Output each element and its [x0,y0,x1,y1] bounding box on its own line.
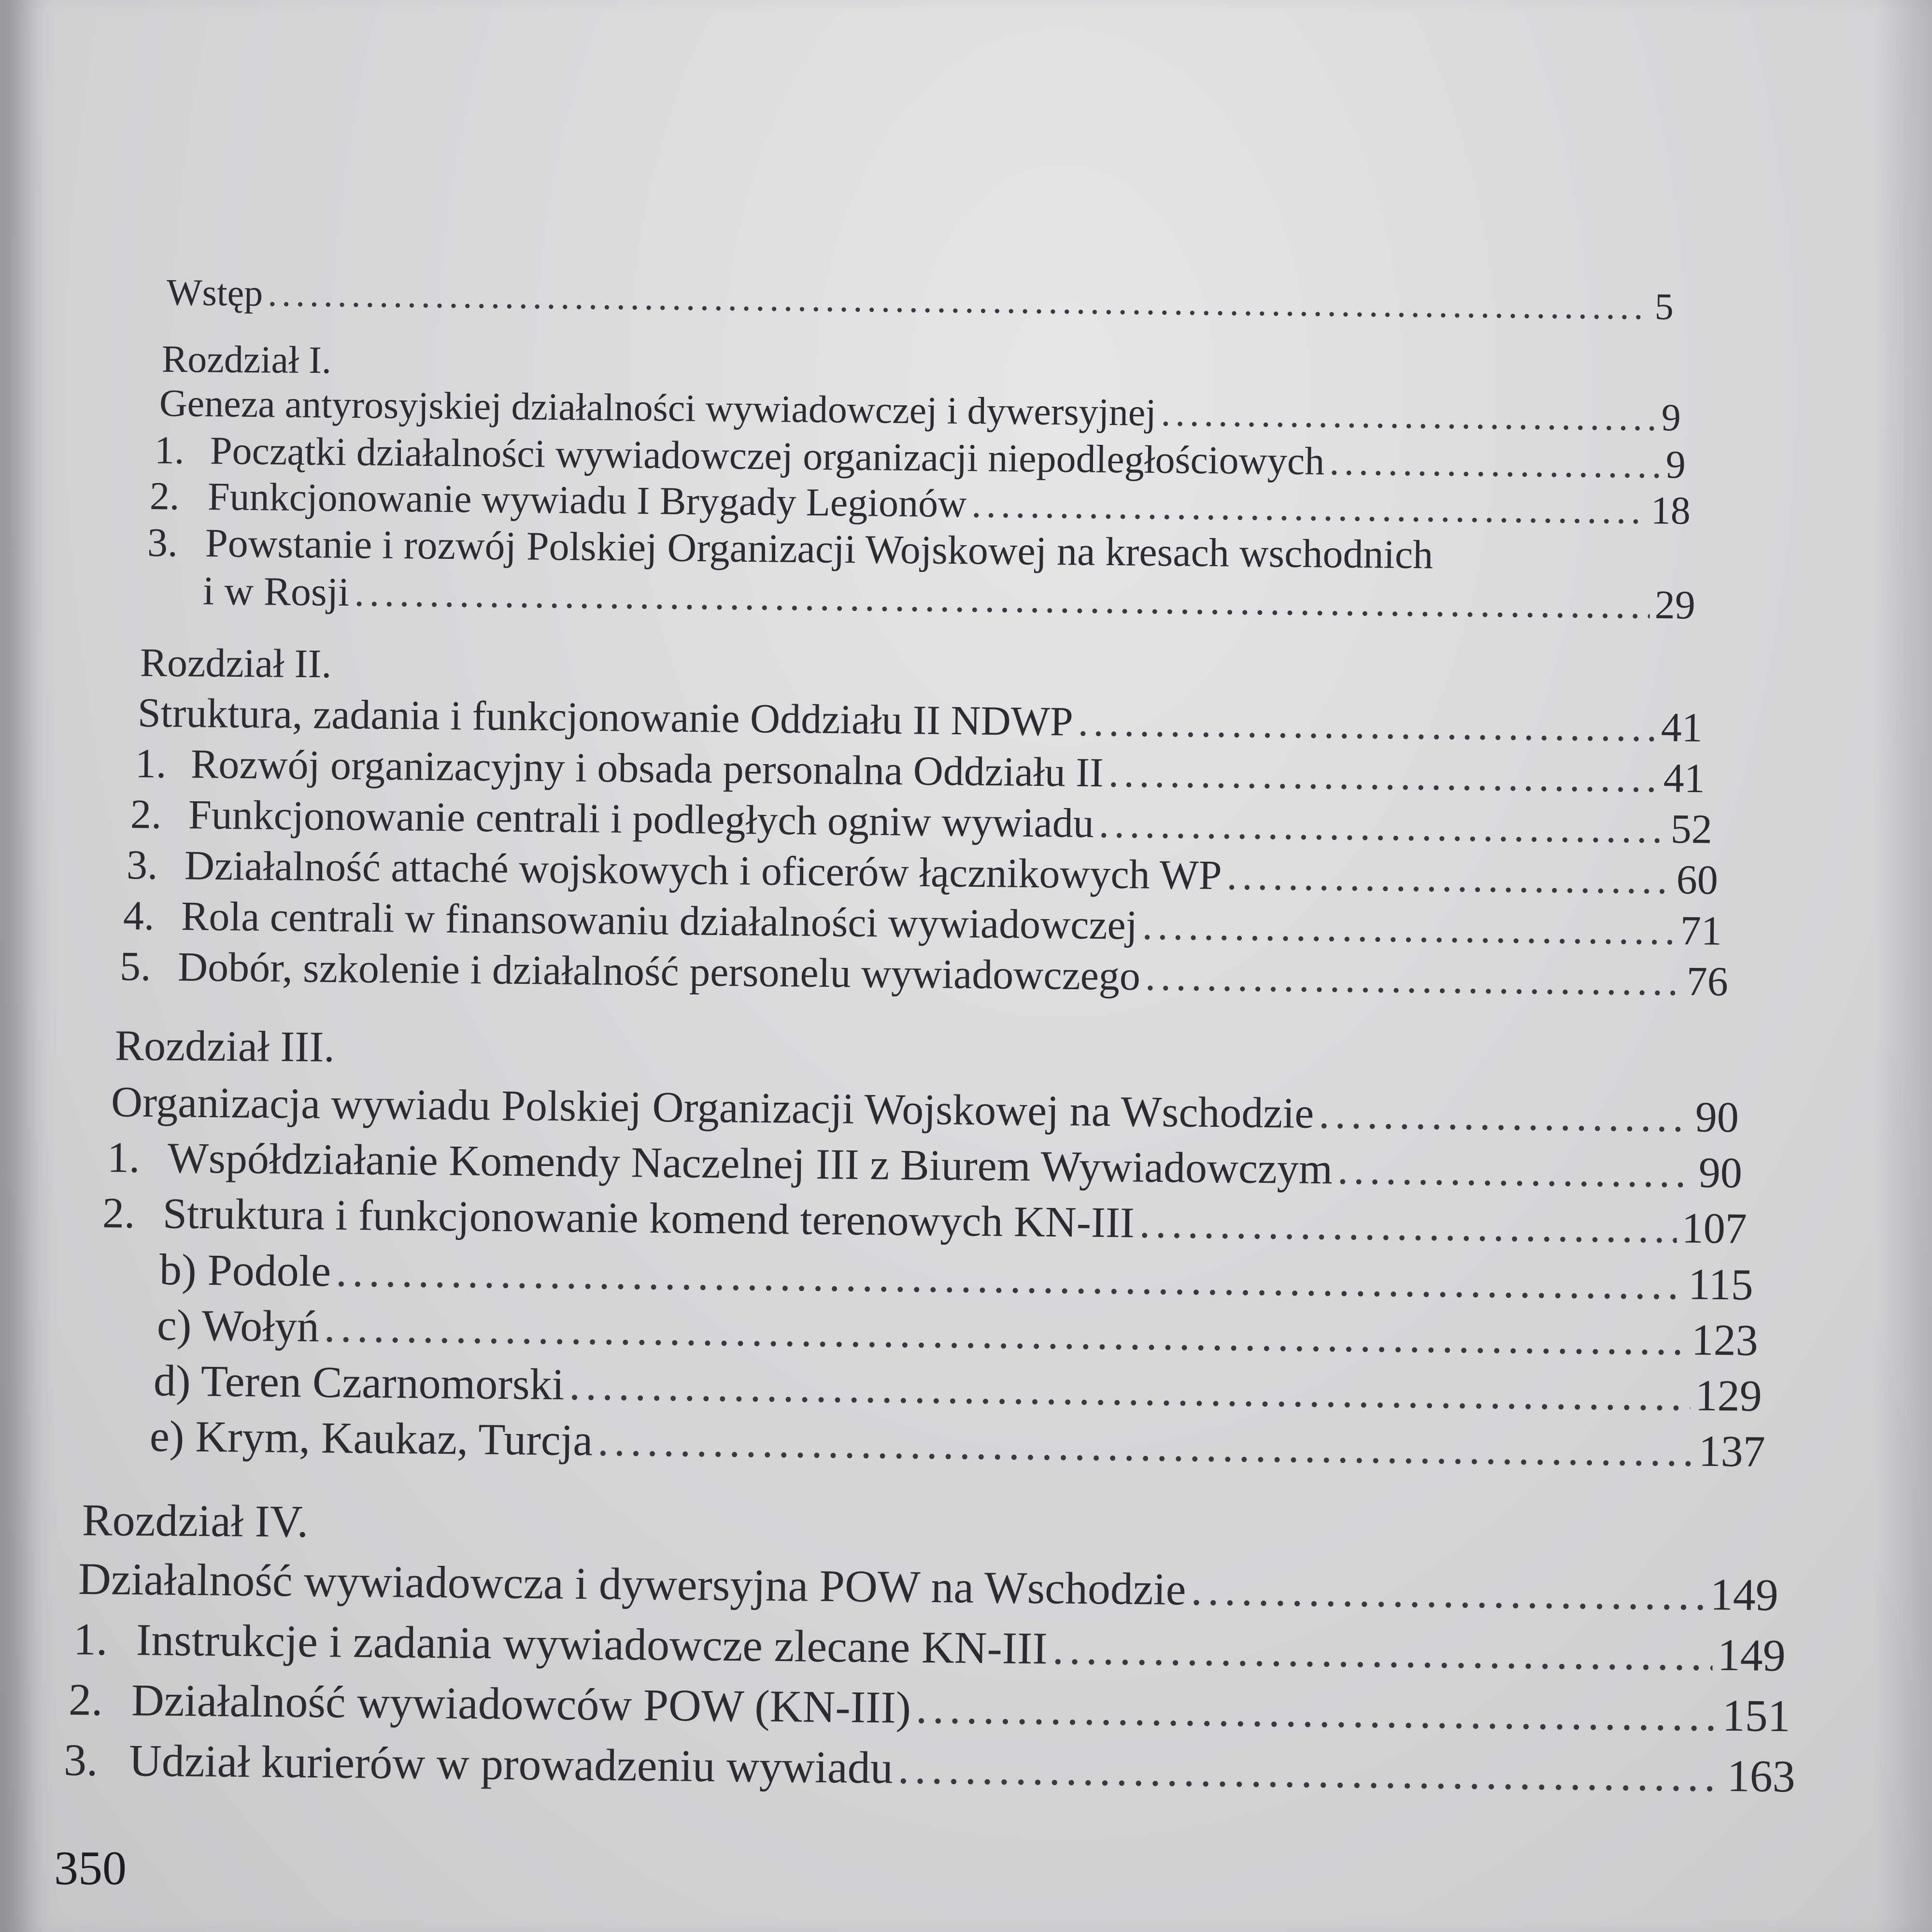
toc-page-number: 107 [1681,1204,1747,1253]
leader-dots [897,1742,1722,1802]
toc-entry [68,1674,1790,1742]
leader-dots [1145,952,1682,1005]
leader-dots [1161,391,1657,440]
toc-page-number: 60 [1676,856,1719,903]
leader-dots [1108,748,1659,802]
toc-page-number: 5 [1654,285,1674,327]
subentry-text: d) Teren Czarnomorski [153,1356,565,1409]
toc-page-number: 123 [1691,1315,1759,1365]
toc-intro-title: Wstęp [166,271,263,314]
leader-dots [1098,799,1666,852]
toc-page-number: 163 [1727,1751,1796,1802]
entry-number: 2. [68,1675,103,1725]
entry-text: Struktura i funkcjonowanie komend terenowych KN-III [162,1190,1135,1247]
leader-dots [1337,1144,1694,1197]
toc-page-number: 76 [1686,958,1729,1005]
entry-number: 4. [123,892,155,939]
entry-number: 2. [102,1189,135,1237]
entry-text: Działalność wywiadowców POW (KN-III) [131,1675,911,1733]
entry-number: 2. [130,791,162,838]
toc-page-number: 149 [1717,1630,1786,1681]
toc-entry [107,1133,1743,1198]
leader-dots [569,1359,1691,1421]
chapter-title-text: Działalność wywiadowcza i dywersyjna POW na Wschodzie [78,1554,1186,1615]
toc-subentry [159,1244,1753,1310]
chapter-label: Rozdział III. [114,1022,335,1071]
leader-dots [336,1246,1684,1310]
leader-dots [268,271,1650,328]
leader-dots [1139,1198,1677,1253]
toc-page-number: 41 [1661,704,1703,751]
leader-dots [915,1682,1718,1742]
toc-subentry [153,1355,1762,1421]
page-folio-number: 350 [54,1841,127,1895]
entry-text: Współdziałanie Komendy Naczelnej III z Biurem Wywiadowczym [167,1134,1333,1193]
toc-page-number: 41 [1663,754,1705,802]
toc-intro [167,270,1674,328]
entry-number: 5. [119,943,151,990]
entry-text: Początki działalności wywiadowczej organizacji niepodległościowych [210,428,1325,483]
chapter-title-text: Geneza antyrosyjskiej działalności wywiadowczej i dywersyjnej [159,382,1157,434]
toc-page-number: 151 [1722,1690,1791,1742]
entry-text: Rozwój organizacyjny i obsada personalna Oddziału II [190,740,1104,796]
toc-page-number: 90 [1695,1093,1739,1142]
subentry-text: b) Podole [159,1245,331,1296]
chapter-label: Rozdział I. [161,338,332,382]
subentry-text: c) Wołyń [156,1300,320,1351]
leader-dots [1226,851,1672,904]
chapter-title-text: Organizacja wywiadu Polskiej Organizacji Wojskowej na Wschodzie [111,1078,1314,1137]
toc-subentry [156,1299,1758,1366]
toc-page-number: 90 [1698,1149,1743,1197]
leader-dots [1319,1089,1691,1142]
chapter-label: Rozdział II. [140,640,332,687]
leader-dots [971,481,1646,533]
toc-page-number: 149 [1710,1569,1779,1620]
entry-text-line2: i w Rosji [202,568,350,615]
toc-entry [63,1734,1795,1803]
leader-dots [1329,439,1661,487]
toc-page-number: 115 [1688,1259,1754,1309]
toc-page-number: 137 [1698,1426,1766,1477]
entry-number: 1. [135,740,167,787]
toc-chapter-title [111,1077,1739,1142]
leader-dots [1078,697,1656,751]
entry-number: 1. [154,428,185,472]
toc-page-number: 9 [1665,442,1686,487]
entry-text: Rola centrali w finansowaniu działalności wywiadowczej [181,893,1138,949]
entry-text: Funkcjonowanie centrali i podległych ogniw wywiadu [188,791,1094,847]
leader-dots [1191,1563,1705,1620]
toc-page-number: 71 [1680,907,1722,954]
entry-text: Dobór, szkolenie i działalność personelu wywiadowczego [177,943,1141,999]
leader-dots [1052,1622,1713,1681]
toc-entry [203,568,1696,629]
entry-text: Instrukcje i zadania wywiadowcze zlecane KN-III [136,1615,1048,1674]
toc-subentry [149,1410,1765,1477]
entry-text: Działalność attaché wojskowych i oficerów łącznikowych WP [184,842,1222,898]
leader-dots [597,1415,1694,1477]
entry-number: 3. [147,520,178,566]
entry-number: 1. [107,1134,140,1182]
entry-text: Funkcjonowanie wywiadu I Brygady Legionów [207,474,967,526]
toc-page-number: 18 [1650,488,1691,533]
toc-page-number: 52 [1670,805,1713,852]
toc-entry [73,1613,1786,1682]
leader-dots [324,1301,1687,1365]
subentry-text: e) Krym, Kaukaz, Turcja [149,1411,593,1465]
leader-dots [1142,901,1676,954]
toc-entry [102,1188,1747,1254]
chapter-title-text: Struktura, zadania i funkcjonowanie Oddziału II NDWP [137,689,1074,745]
toc-page-number: 129 [1695,1370,1762,1421]
entry-number: 3. [126,841,158,888]
entry-number: 3. [63,1735,98,1786]
leader-dots [354,569,1650,628]
entry-number: 1. [73,1614,108,1665]
toc-chapter-title [78,1553,1778,1621]
entry-text-line1: Powstanie i rozwój Polskiej Organizacji Wojskowej na kresach wschodnich [205,521,1434,578]
entry-text: Udział kurierów w prowadzeniu wywiadu [128,1735,894,1793]
toc-page-number: 9 [1661,396,1681,440]
entry-number: 2. [149,474,180,518]
toc-page-number: 29 [1654,582,1696,628]
chapter-label: Rozdział IV. [82,1495,309,1547]
